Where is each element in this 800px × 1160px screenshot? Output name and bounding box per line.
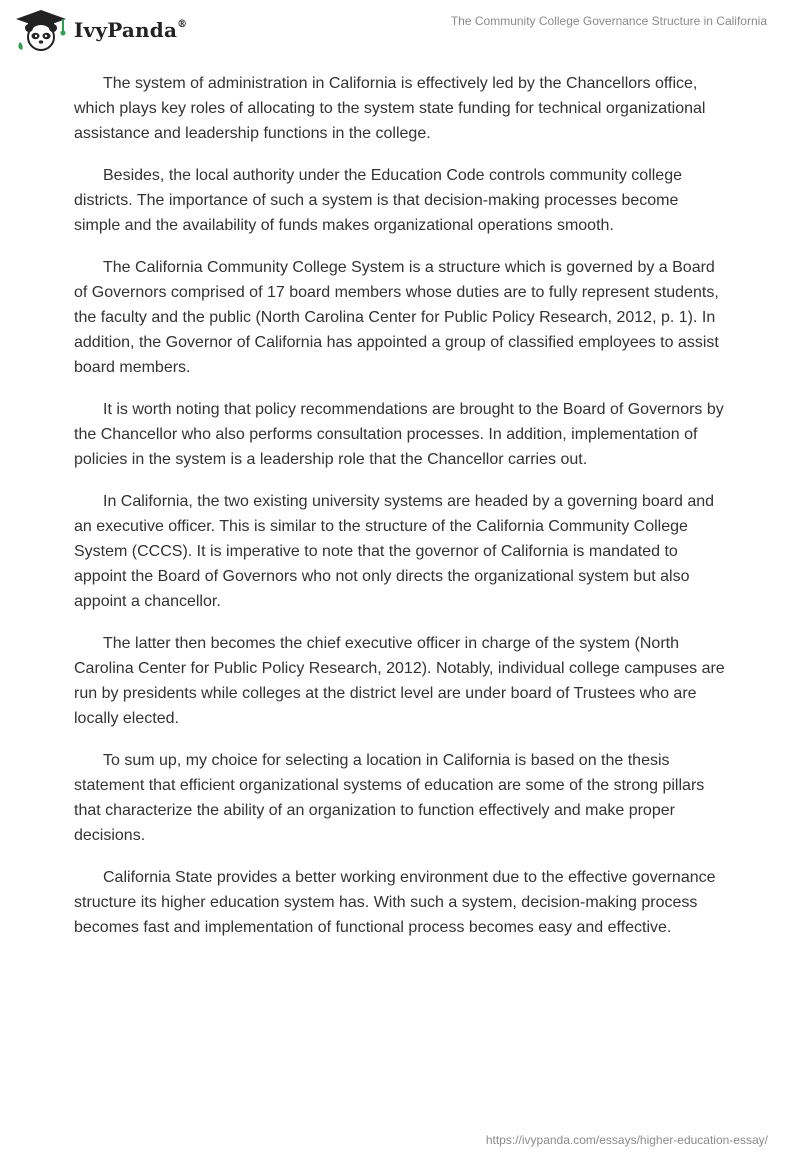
page-header	[0, 0, 800, 60]
registered-mark: ®	[177, 19, 188, 31]
logo-wordmark	[74, 18, 187, 42]
paragraph: To sum up, my choice for selecting a location in California is based on the thesis statement that efficient organizational systems of education are some of the strong pillars that characterize the ability of an organization to function effectively and make proper decisions.	[74, 752, 705, 844]
paragraph: It is worth noting that policy recommendations are brought to the Board of Governors by the Chancellor who also performs consultation processes. In addition, implementation of policies in the system is a leadership role that the Chancellor carries out.	[74, 401, 724, 468]
paragraph: Besides, the local authority under the Education Code controls community college districts. The importance of such a system is that decision-making processes become simple and the availability of funds makes organizational operations smooth.	[74, 167, 682, 234]
panda-graduate-icon	[14, 8, 68, 52]
source-url-link[interactable]: https://ivypanda.com/essays/higher-education-essay/	[485, 1133, 768, 1147]
document-title: The Community College Governance Structure in California	[450, 14, 767, 28]
paragraph: In California, the two existing university systems are headed by a governing board and an executive officer. This is similar to the structure of the California Community College System (CCCS). It is imperative to note that the governor of California is mandated to appoint the Board of Governors who not only directs the organizational system but also appoint a chancellor.	[74, 493, 715, 610]
essay-body	[74, 71, 726, 957]
paragraph: The California Community College System is a structure which is governed by a Board of Governors comprised of 17 board members whose duties are to fully represent students, the faculty and the public (North Carolina Center for Public Policy Research, 2012, p. 1). In addition, the Governor of California has appointed a group of classified employees to assist board members.	[74, 259, 719, 376]
paragraph: California State provides a better working environment due to the effective governance structure its higher education system has. With such a system, decision-making process becomes fast and implementation of functional process becomes easy and effective.	[74, 869, 716, 936]
paragraph: The system of administration in California is effectively led by the Chancellors office, which plays key roles of allocating to the system state funding for technical organizational assistance and leadership functions in the college.	[74, 75, 706, 142]
logo-name: IvyPanda	[74, 18, 178, 42]
ivypanda-logo[interactable]	[14, 8, 187, 52]
paragraph: The latter then becomes the chief executive officer in charge of the system (North Carolina Center for Public Policy Research, 2012). Notably, individual college campuses are run by presidents while colleges at the district level are under board of Trustees who are locally elected.	[74, 635, 725, 727]
